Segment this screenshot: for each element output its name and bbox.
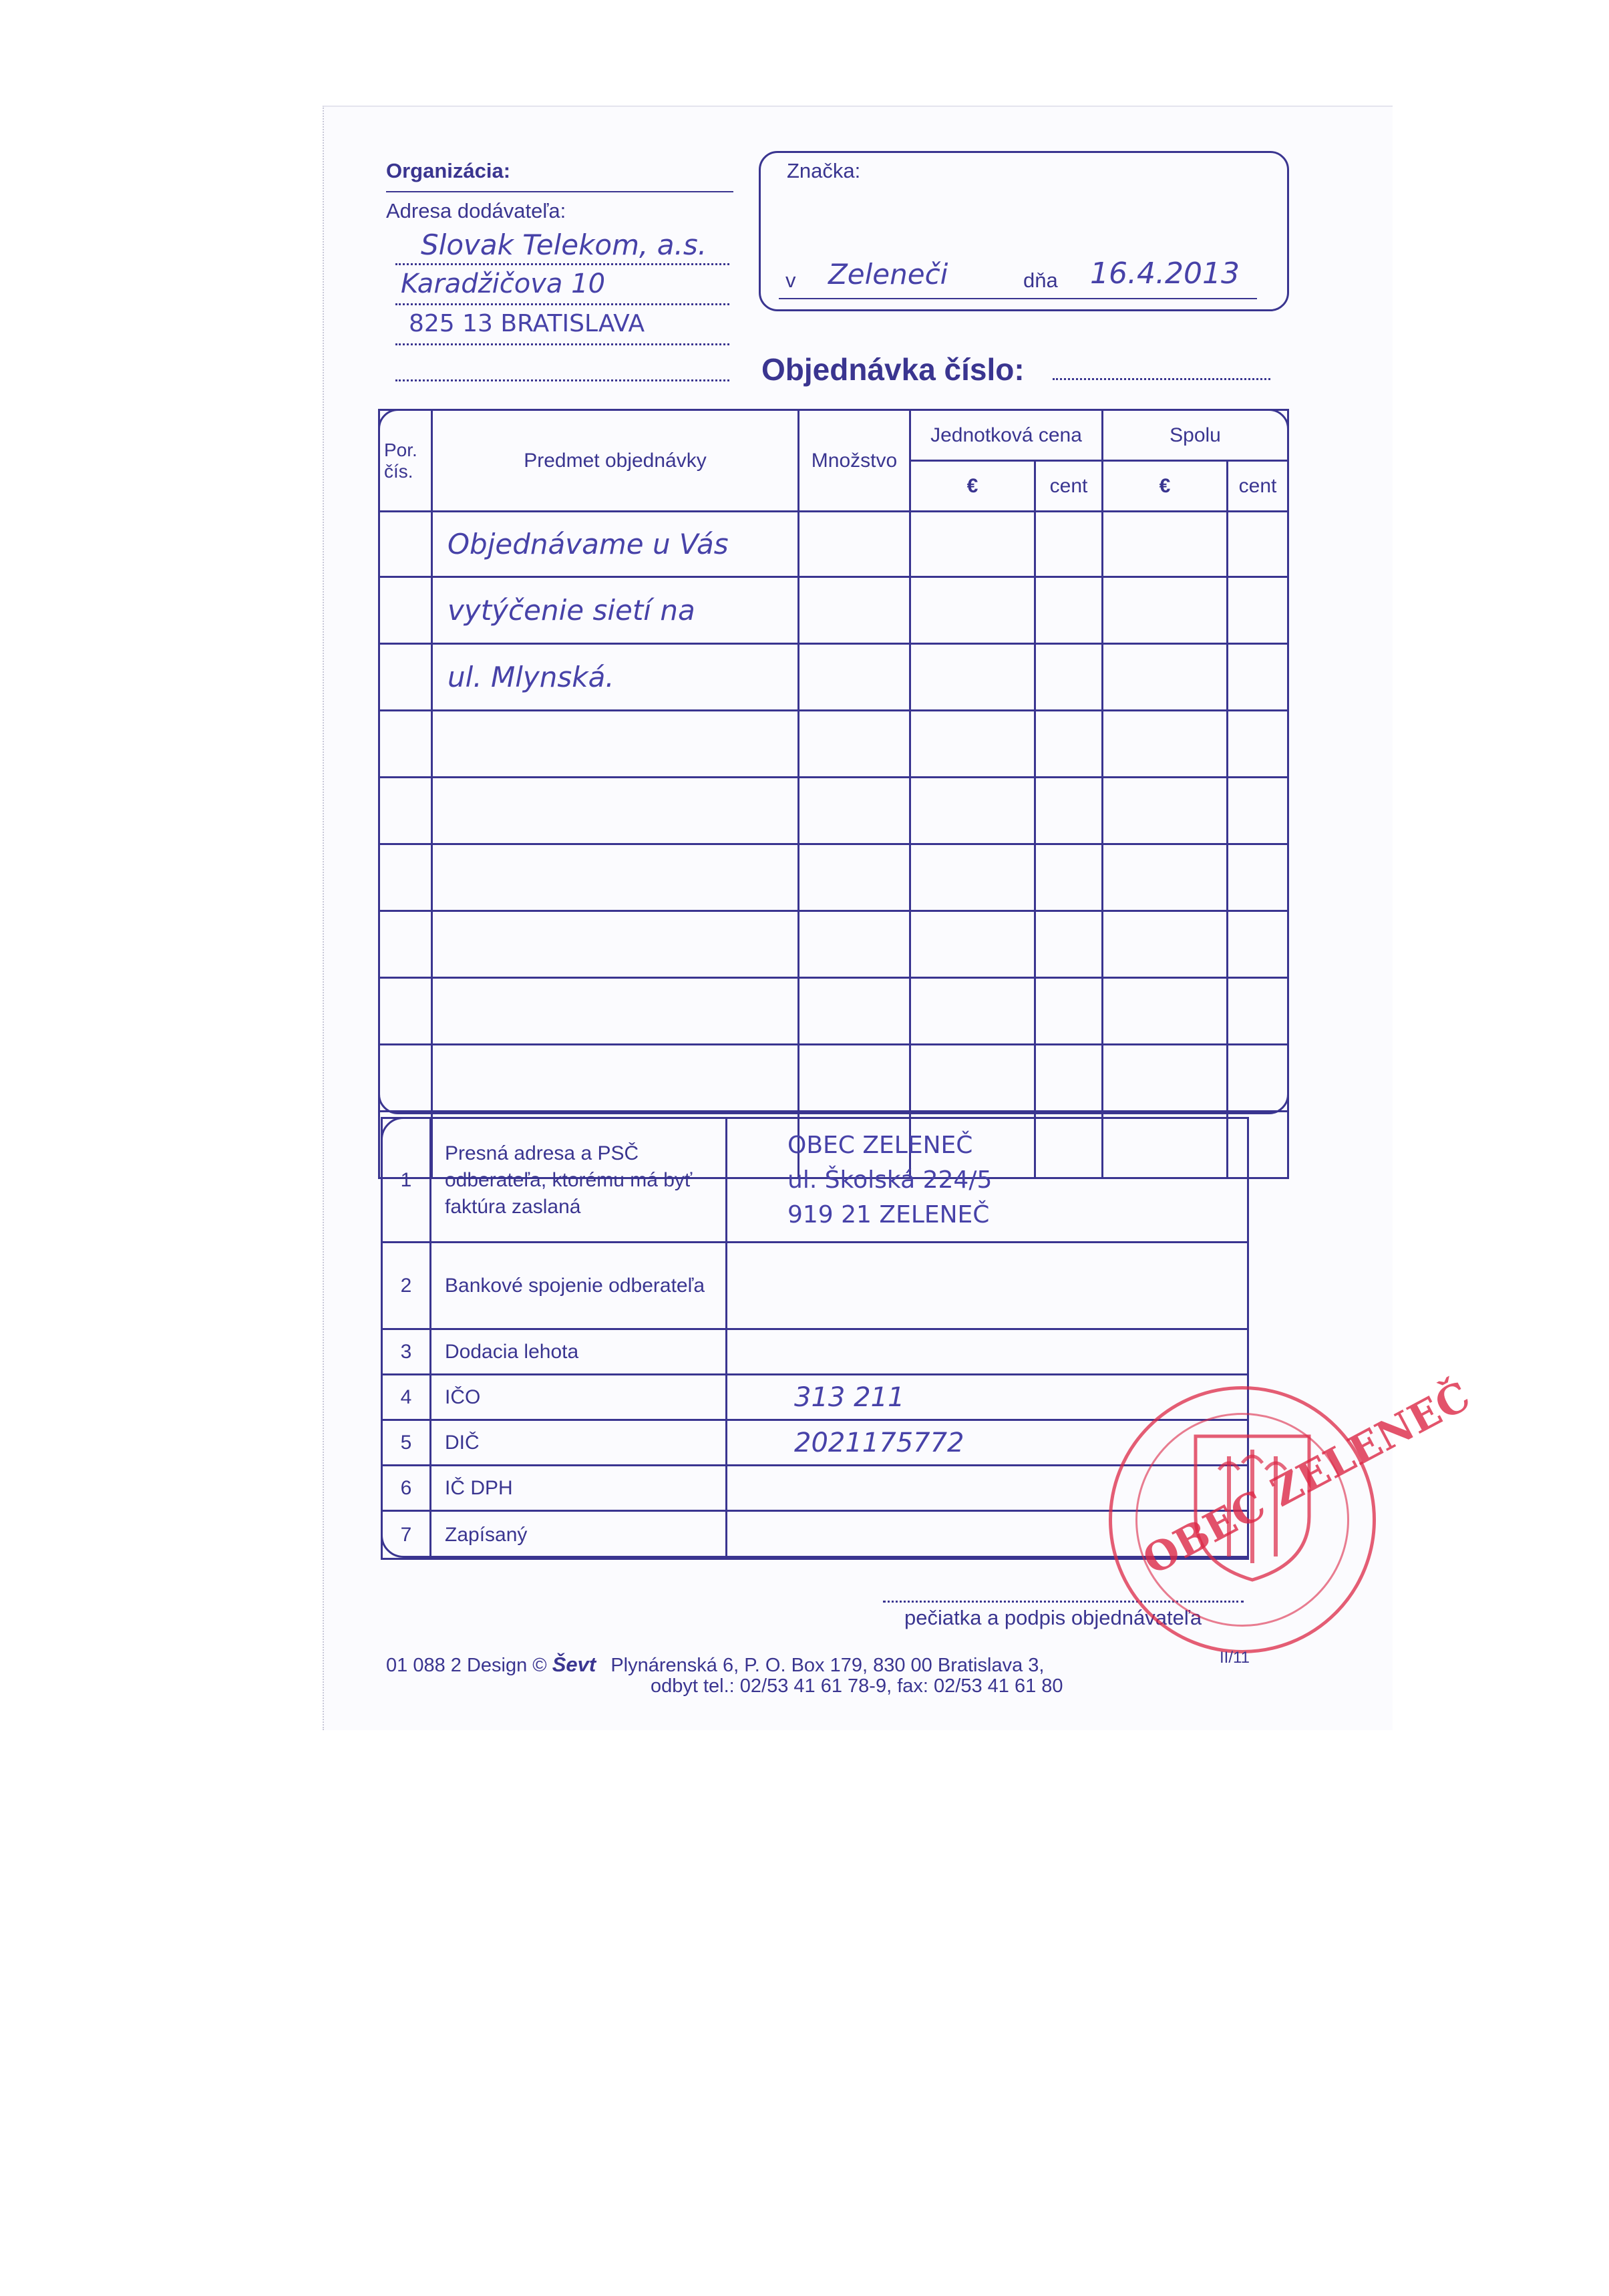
cell [1035,844,1103,911]
cell [910,911,1035,978]
supplier-name: Slovak Telekom, a.s. [421,228,707,261]
mark-underline [779,298,1257,299]
cell [1228,1045,1288,1112]
bank-value [727,1243,1248,1329]
header-euro: € [910,461,1035,512]
row-number: 1 [382,1118,431,1243]
stamp-text: OBEC ZELENEČ [1135,1373,1478,1585]
row-number: 2 [382,1243,431,1329]
cell [1103,577,1228,644]
row-label: Bankové spojenie odberateľa [431,1243,727,1329]
header-mnozstvo: Množstvo [799,410,910,512]
supplier-address-label: Adresa dodávateľa: [386,199,566,222]
row-num-cell [379,844,432,911]
cell [1228,911,1288,978]
cell [1228,844,1288,911]
footer-form-code: II/11 [1220,1649,1250,1667]
cell [1103,844,1228,911]
cell [799,711,910,778]
items-table [378,409,1289,1179]
footer-design-code: 01 088 2 Design © [386,1655,547,1676]
cell [1228,978,1288,1045]
cell [910,512,1035,577]
cell [799,844,910,911]
row-num-cell [379,644,432,711]
supplier-street: Karadžičova 10 [401,269,606,299]
dotted-line [395,263,729,265]
item-description [432,778,799,844]
header-spolu: Spolu [1103,410,1288,461]
cell [799,978,910,1045]
cell [1035,1045,1103,1112]
row-num-cell [379,577,432,644]
item-description [432,711,799,778]
order-number-dotted-line [1053,378,1270,380]
header-jednotkova-cena: Jednotková cena [910,410,1103,461]
row-label: Zapísaný [431,1511,727,1559]
cell [1103,911,1228,978]
item-description [432,978,799,1045]
mark-label: Značka: [787,159,861,182]
header-por: Por. čís. [379,410,432,512]
cell [910,844,1035,911]
dotted-line [395,379,729,381]
cell [1035,778,1103,844]
cell [1228,512,1288,577]
row-num-cell [379,978,432,1045]
date-label: dňa [1023,269,1058,292]
dic-value: 2021175772 [727,1420,1248,1466]
header-predmet: Predmet objednávky [432,410,799,512]
item-description [432,911,799,978]
row-label: IČO [431,1375,727,1420]
cell [1103,1045,1228,1112]
place-value: Zeleneči [828,258,948,291]
cell [1035,978,1103,1045]
cell [910,711,1035,778]
order-number-title: Objednávka číslo: [761,352,1025,387]
cell [799,644,910,711]
cell [1103,512,1228,577]
cell [799,778,910,844]
cell [910,1045,1035,1112]
header-cent: cent [1228,461,1288,512]
place-prefix: v [785,269,796,292]
cell [1228,778,1288,844]
footer-contact: odbyt tel.: 02/53 41 61 78-9, fax: 02/53 41 61 80 [651,1675,1063,1697]
cell [1035,644,1103,711]
cell [1228,711,1288,778]
row-number: 3 [382,1329,431,1375]
row-num-cell [379,778,432,844]
row-label: IČ DPH [431,1466,727,1511]
cell [1035,711,1103,778]
row-number: 6 [382,1466,431,1511]
cell [910,978,1035,1045]
header-euro: € [1103,461,1228,512]
row-number: 7 [382,1511,431,1559]
cell [1035,911,1103,978]
cell [1228,644,1288,711]
item-description: Objednávame u Vás [432,512,799,577]
row-num-cell [379,911,432,978]
cell [799,1045,910,1112]
row-label: DIČ [431,1420,727,1466]
customer-address-value: OBEC ZELENEČ ul. Školská 224/5 919 21 ZELENEČ [727,1118,1248,1243]
row-label: Presná adresa a PSČ odberateľa, ktorému má byť faktúra zaslaná [431,1118,727,1243]
row-num-cell [379,1045,432,1112]
date-value: 16.4.2013 [1090,257,1240,291]
delivery-value [727,1329,1248,1375]
signature-label: pečiatka a podpis objednávateľa [904,1606,1202,1629]
cell [1103,711,1228,778]
dotted-line [395,343,729,345]
cell [1103,978,1228,1045]
footer-address: Plynárenská 6, P. O. Box 179, 830 00 Bratislava 3, [610,1655,1045,1676]
cell [1228,577,1288,644]
dotted-line [395,303,729,305]
cell [799,911,910,978]
item-description [432,1045,799,1112]
supplier-city: 825 13 BRATISLAVA [409,310,645,337]
row-number: 4 [382,1375,431,1420]
cell [1103,778,1228,844]
sevt-logo: Ševt [552,1653,596,1676]
item-description: vytýčenie sietí na [432,577,799,644]
ico-value: 313 211 [727,1375,1248,1420]
cell [1103,644,1228,711]
cell [910,577,1035,644]
item-description: ul. Mlynská. [432,644,799,711]
header-cent: cent [1035,461,1103,512]
cell [799,512,910,577]
organization-label: Organizácia: [386,159,511,182]
row-num-cell [379,512,432,577]
footer-line1 [386,1653,1044,1677]
org-divider [386,191,733,192]
row-num-cell [379,711,432,778]
cell [910,778,1035,844]
row-label: Dodacia lehota [431,1329,727,1375]
row-number: 5 [382,1420,431,1466]
cell [910,644,1035,711]
cell [1035,512,1103,577]
cell [1035,577,1103,644]
cell [799,577,910,644]
item-description [432,844,799,911]
